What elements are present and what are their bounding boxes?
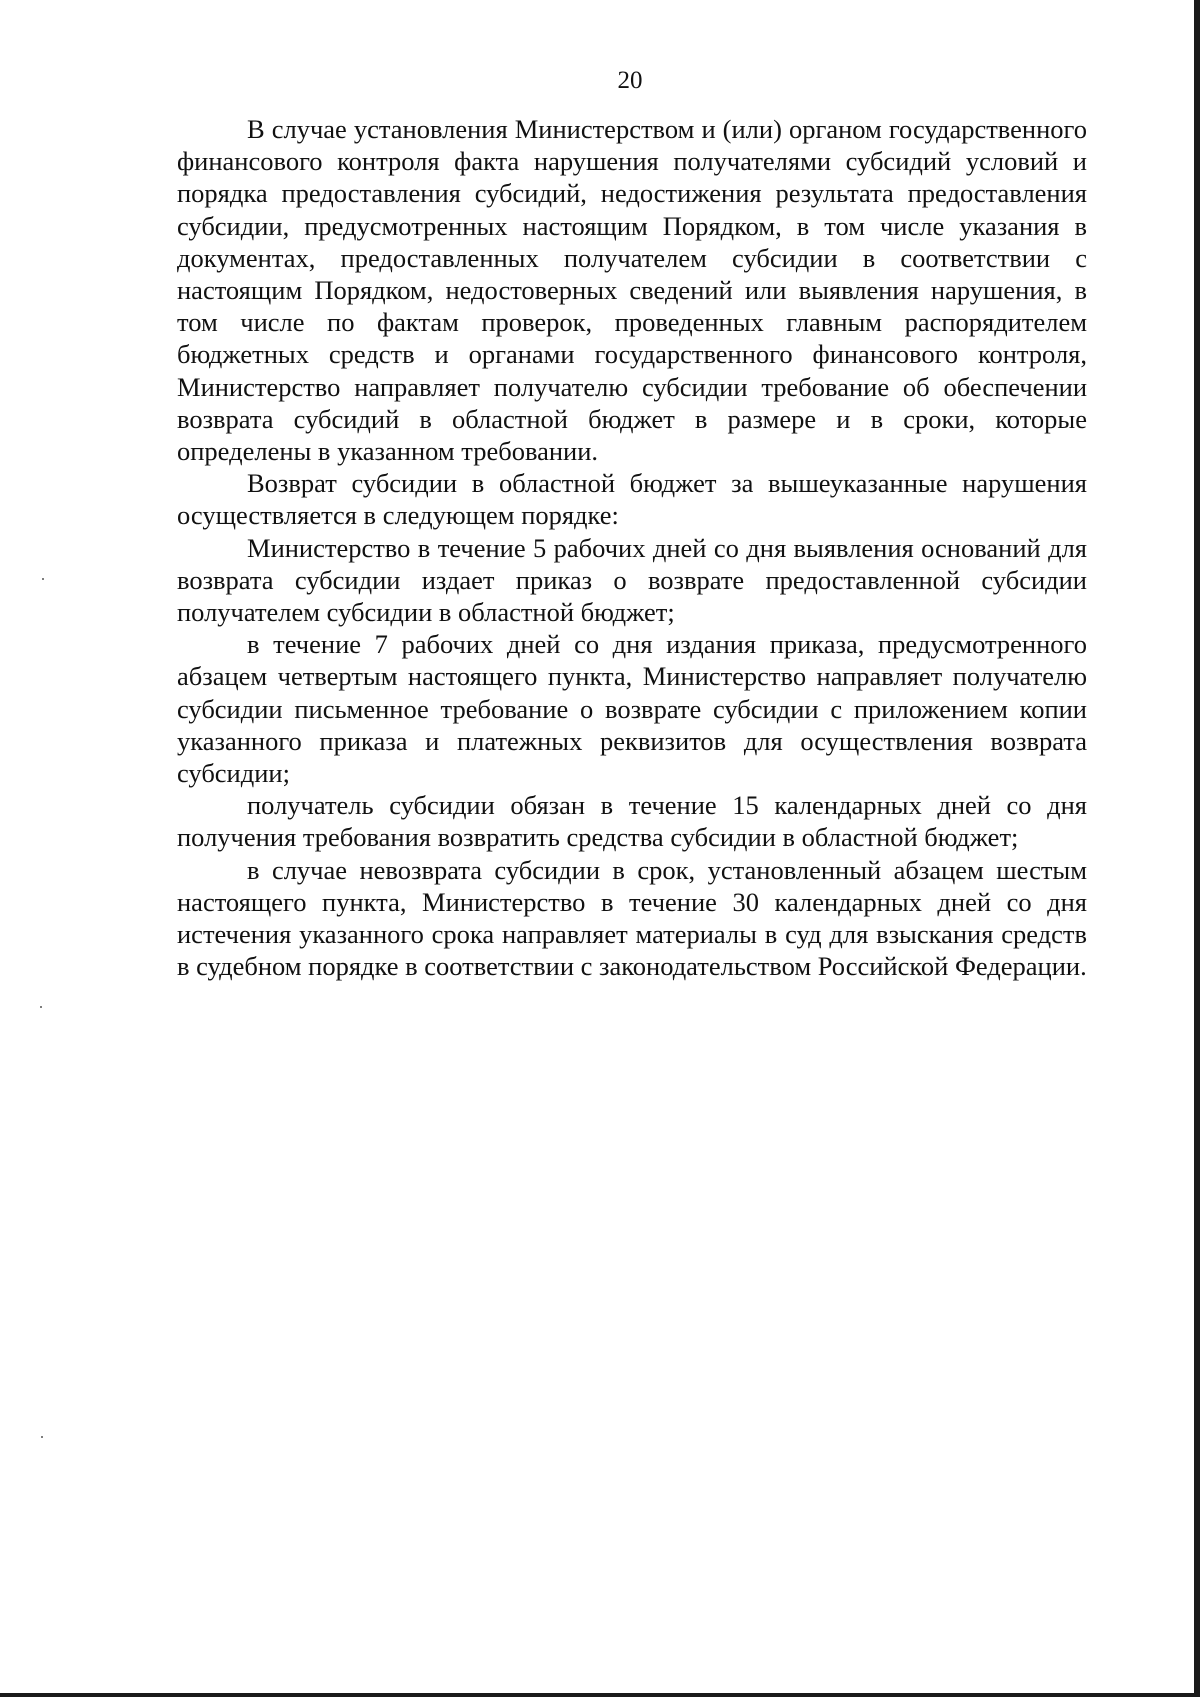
paragraph-recipient-obligation: получатель субсидии обязан в течение 15 календарных дней со дня получения требования возвратить средства субсидии в областной бюджет;: [177, 790, 1087, 853]
scan-speck: [42, 578, 44, 580]
scan-speck: [40, 1006, 42, 1008]
scan-speck: [41, 1436, 43, 1438]
page-number: 20: [617, 67, 643, 94]
paragraph-ministry-order: Министерство в течение 5 рабочих дней со дня выявления оснований для возврата субсидии издает приказ о возврате предоставленной субсидии получателем субсидии в областной бюджет;: [177, 532, 1087, 628]
document-body: [177, 113, 1087, 982]
paragraph-written-demand: в течение 7 рабочих дней со дня издания приказа, предусмотренного абзацем четвертым настоящего пункта, Министерство направляет получателю субсидии письменное требование о возврате субсидии с приложением копии указанного приказа и платежных реквизитов для осуществления возврата субсидии;: [177, 629, 1087, 789]
paragraph-violation-requirement: В случае установления Министерством и (или) органом государственного финансового контроля факта нарушения получателями субсидий условий и порядка предоставления субсидий, недостижения результата предоставления субсидии, предусмотренных настоящим Порядком, в том числе указания в документах, предоставленных получателем субсидии в соответствии с настоящим Порядком, недостоверных сведений или выявления нарушения, в том числе по фактам проверок, проведенных главным распорядителем бюджетных средств и органами государственного финансового контроля, Министерство направляет получателю субсидии требование об обеспечении возврата субсидий в областной бюджет в размере и в сроки, которые определены в указанном требовании.: [177, 114, 1087, 467]
scan-border-right: [1194, 0, 1200, 1697]
paragraph-court-recovery: в случае невозврата субсидии в срок, установленный абзацем шестым настоящего пункта, Министерство в течение 30 календарных дней со дня истечения указанного срока направляет материалы в суд для взыскания средств в судебном порядке в соответствии с законодательством Российской Федерации.: [177, 854, 1087, 982]
paragraph-return-procedure-intro: Возврат субсидии в областной бюджет за вышеуказанные нарушения осуществляется в следующем порядке:: [177, 468, 1087, 531]
scan-border-bottom: [0, 1693, 1200, 1697]
